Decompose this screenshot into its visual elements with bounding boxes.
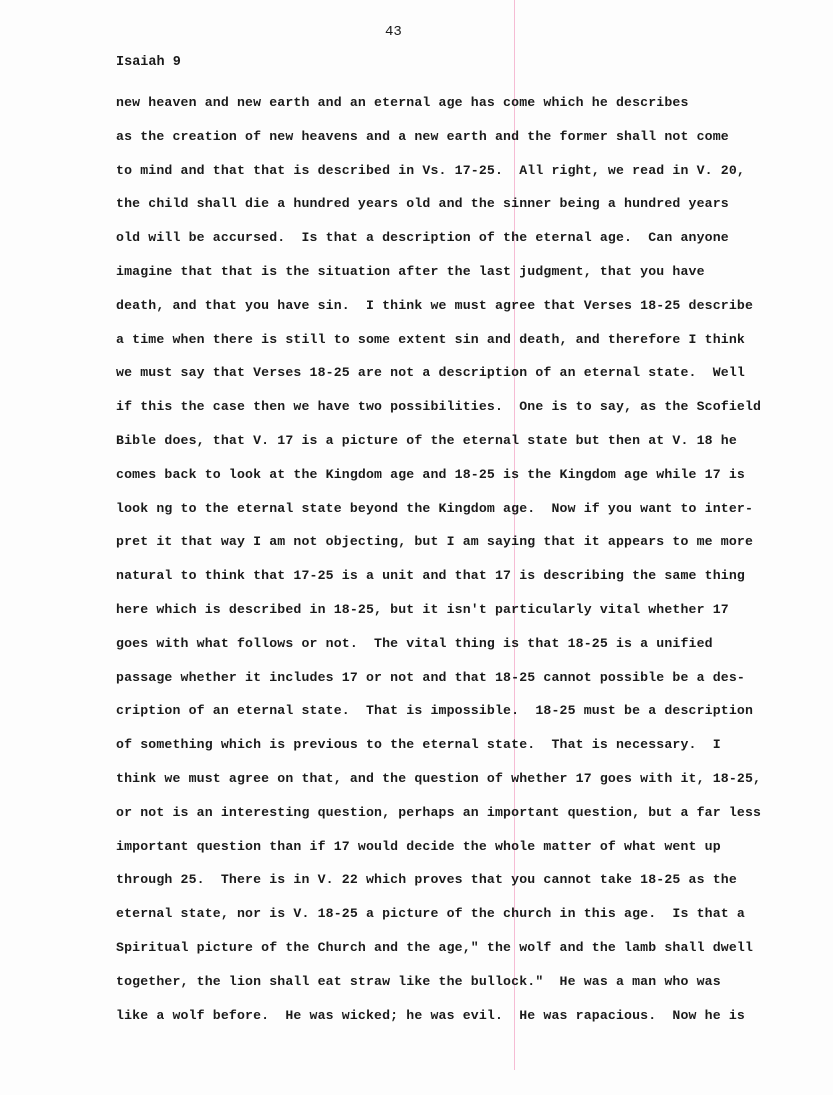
text-line: if this the case then we have two possibilities. One is to say, as the Scofield — [116, 399, 762, 415]
text-line: goes with what follows or not. The vital thing is that 18-25 is a unified — [116, 635, 713, 651]
text-line: like a wolf before. He was wicked; he was evil. He was rapacious. Now he is — [116, 1007, 745, 1023]
text-line: Spiritual picture of the Church and the age," the wolf and the lamb shall dwell — [116, 939, 754, 955]
text-line: comes back to look at the Kingdom age and 18-25 is the Kingdom age while 17 is — [116, 466, 745, 482]
text-line: think we must agree on that, and the question of whether 17 goes with it, 18-25, — [116, 770, 762, 786]
text-line: we must say that Verses 18-25 are not a description of an eternal state. Well — [116, 365, 745, 381]
text-line: cription of an eternal state. That is impossible. 18-25 must be a description — [116, 703, 754, 719]
body-text — [116, 93, 796, 1039]
text-line: important question than if 17 would decide the whole matter of what went up — [116, 838, 721, 854]
text-line: old will be accursed. Is that a description of the eternal age. Can anyone — [116, 230, 729, 246]
text-line: death, and that you have sin. I think we must agree that Verses 18-25 describe — [116, 297, 754, 313]
text-line: a time when there is still to some extent sin and death, and therefore I think — [116, 331, 745, 347]
text-line: new heaven and new earth and an eternal age has come which he describes — [116, 95, 689, 110]
text-line: eternal state, nor is V. 18-25 a picture of the church in this age. Is that a — [116, 906, 745, 922]
text-line: look ng to the eternal state beyond the Kingdom age. Now if you want to inter- — [116, 500, 754, 516]
text-line: Bible does, that V. 17 is a picture of the eternal state but then at V. 18 he — [116, 432, 737, 448]
text-line: to mind and that that is described in Vs. 17-25. All right, we read in V. 20, — [116, 162, 745, 178]
text-line: of something which is previous to the eternal state. That is necessary. I — [116, 737, 721, 753]
text-line: passage whether it includes 17 or not and that 18-25 cannot possible be a des- — [116, 669, 745, 685]
page-number: 43 — [385, 24, 402, 40]
text-line: natural to think that 17-25 is a unit and that 17 is describing the same thing — [116, 568, 745, 584]
text-line: through 25. There is in V. 22 which proves that you cannot take 18-25 as the — [116, 872, 737, 888]
text-line: imagine that that is the situation after the last judgment, that you have — [116, 263, 705, 279]
text-line: or not is an interesting question, perhaps an important question, but a far less — [116, 804, 762, 820]
chapter-heading: Isaiah 9 — [116, 55, 181, 70]
text-line: pret it that way I am not objecting, but I am saying that it appears to me more — [116, 534, 754, 550]
text-line: as the creation of new heavens and a new earth and the former shall not come — [116, 128, 729, 144]
text-line: here which is described in 18-25, but it isn't particularly vital whether 17 — [116, 601, 729, 617]
text-line: the child shall die a hundred years old and the sinner being a hundred years — [116, 196, 729, 212]
text-line: together, the lion shall eat straw like the bullock." He was a man who was — [116, 973, 721, 989]
